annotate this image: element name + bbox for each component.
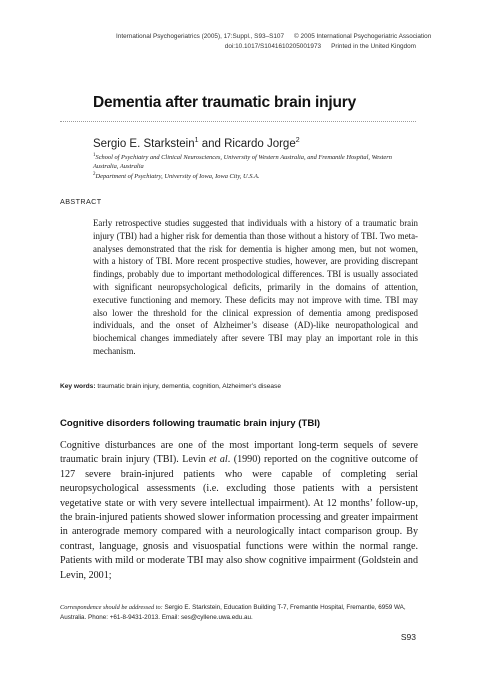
affiliation-text: School of Psychiatry and Clinical Neurosciences, University of Western Australia, and Fremantle Hospital, Western Australia, Australia xyxy=(93,154,392,170)
journal-header-line-1 xyxy=(116,32,432,42)
author-affiliation-mark: 1 xyxy=(194,137,199,145)
abstract-heading: ABSTRACT xyxy=(60,197,102,206)
author-conjunction: and xyxy=(198,138,225,150)
title-divider xyxy=(60,121,416,122)
journal-citation: International Psychogeriatrics (2005), 17:Suppl., S93–S107 xyxy=(116,33,285,40)
author-affiliation-mark: 2 xyxy=(295,137,300,145)
body-text-start: Cognitive disturbances are one of the most important long-term sequels of severe traumatic brain injury (TBI). Levin xyxy=(60,440,418,466)
body-text-etal: et al xyxy=(209,454,228,466)
body-paragraph xyxy=(60,439,418,583)
author-list xyxy=(93,137,423,151)
affiliation-mark: 2 xyxy=(93,171,96,177)
keywords-text: traumatic brain injury, dementia, cognition, Alzheimer’s disease xyxy=(95,383,281,390)
journal-printed: Printed in the United Kingdom xyxy=(331,43,416,50)
author-name: Ricardo Jorge xyxy=(224,138,296,150)
journal-copyright: © 2005 International Psychogeriatric Association xyxy=(294,33,432,40)
correspondence-note xyxy=(60,603,420,623)
affiliation-1 xyxy=(93,153,418,171)
affiliation-text: Department of Psychiatry, University of Iowa, Iowa City, U.S.A. xyxy=(95,173,260,180)
section-heading: Cognitive disorders following traumatic brain injury (TBI) xyxy=(60,418,321,429)
body-text-rest: . (1990) reported on the cognitive outcome of 127 severe brain-injured patients who were capable of completing serial neuropsychological assessments (i.e. excluding those patients with a persistent vegetative state or with very severe intellectual impairment). At 12 months’ follow-up, the brain-injured patients showed slower information processing and greater impairment in anterograde memory compared with a neurologically intact comparison group. By contrast, language, gnosis and visuospatial functions were within the normal range. Patients with mild or moderate TBI may also show cognitive impairment (Goldstein and Levin, 2001; xyxy=(60,454,418,581)
journal-header xyxy=(116,32,432,52)
author-name: Sergio E. Starkstein xyxy=(93,138,195,150)
keywords-label: Key words: xyxy=(60,383,96,390)
correspondence-label: Correspondence should be addressed to: xyxy=(60,604,163,611)
article-title: Dementia after traumatic brain injury xyxy=(93,94,357,111)
affiliation-2 xyxy=(93,172,418,181)
journal-doi: doi:10.1017/S1041610205001973 xyxy=(224,43,322,50)
affiliation-mark: 1 xyxy=(93,152,96,158)
correspondence-text: Sergio E. Starkstein, Education Building T-7, Fremantle Hospital, Fremantle, 6959 WA, Australia. Phone: +61-8-9431-2013. Email: ses@cyllene.uwa.edu.au. xyxy=(60,604,406,621)
abstract-text: Early retrospective studies suggested that individuals with a history of a traumatic brain injury (TBI) had a higher risk for dementia than those without a history of TBI. Two meta-analyses demonstrated that the risk for dementia is higher among men, but not women, with a history of TBI. More recent prospective studies, however, are providing discrepant findings, probably due to important methodological differences. TBI is usually associated with significant neuropsychological deficits, primarily in the domains of attention, executive functioning and memory. These deficits may not improve with time. TBI may also lower the threshold for the clinical expression of dementia among predisposed individuals, and the onset of Alzheimer’s disease (AD)-like neuropathological and biochemical changes immediately after severe TBI may play an important role in this mechanism. xyxy=(93,218,418,356)
keywords xyxy=(60,383,420,390)
page-number: S93 xyxy=(400,632,416,642)
journal-header-line-2 xyxy=(116,42,416,52)
